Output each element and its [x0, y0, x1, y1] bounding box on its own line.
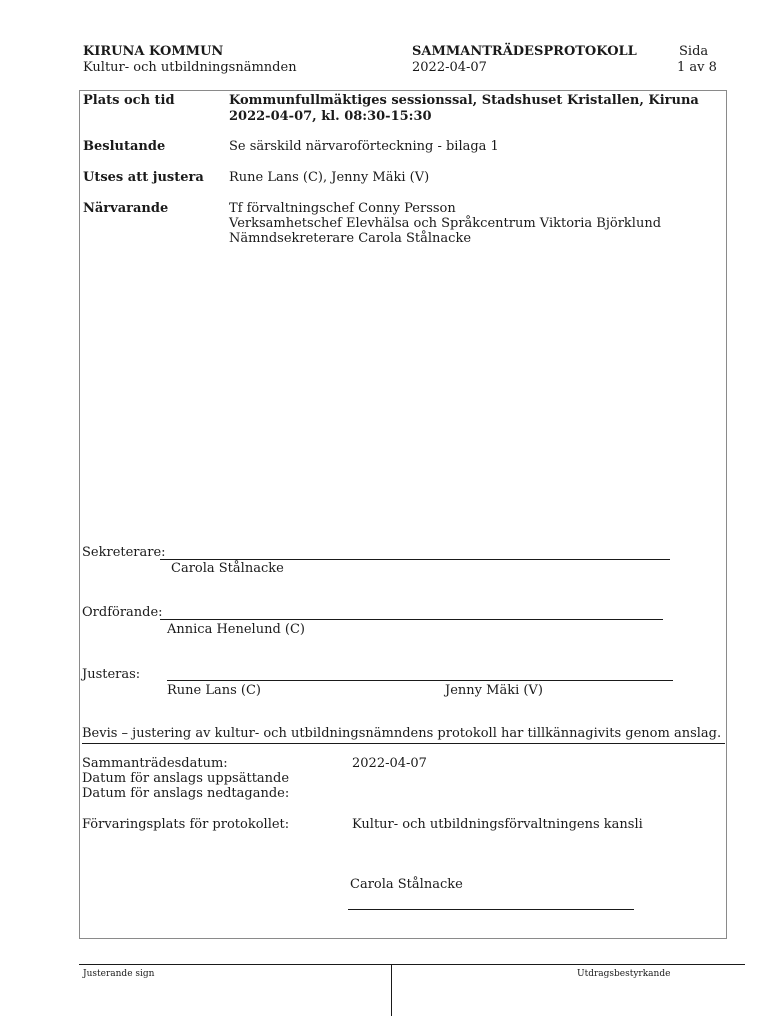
sammantradesdatum-label: Sammanträdesdatum: — [82, 756, 228, 771]
justeras-name: Rune Lans (C) — [167, 683, 262, 698]
footer-left-label: Justerande sign — [83, 969, 155, 979]
plats-label: Plats och tid — [83, 93, 175, 108]
bevis-statement: Bevis – justering av kultur- och utbildningsnämndens protokoll har tillkännagivits genom anslag. — [82, 726, 722, 741]
document-type: SAMMANTRÄDESPROTOKOLL — [412, 44, 637, 59]
narvarande-line: Verksamhetschef Elevhälsa och Språkcentrum Viktoria Björklund — [229, 216, 662, 231]
org-name: KIRUNA KOMMUN — [83, 44, 224, 59]
footer-right-label: Utdragsbestyrkande — [577, 969, 671, 979]
justeras-signature-line — [167, 680, 673, 681]
ordforande-label: Ordförande: — [82, 605, 163, 620]
sekreterare-label: Sekreterare: — [82, 545, 166, 560]
footer-divider — [79, 964, 745, 965]
nedtagande-label: Datum för anslags nedtagande: — [82, 786, 290, 801]
ordforande-name: Annica Henelund (C) — [167, 622, 305, 637]
plats-value-line-1: Kommunfullmäktiges sessionssal, Stadshuset Kristallen, Kiruna — [229, 93, 699, 108]
footer-column-divider — [391, 964, 392, 1016]
sekreterare-name: Carola Stålnacke — [171, 561, 284, 576]
page-number: 1 av 8 — [677, 60, 717, 75]
justeras-label: Justeras: — [82, 667, 141, 682]
narvarande-line: Nämndsekreterare Carola Stålnacke — [229, 231, 472, 246]
plats-value-line-2: 2022-04-07, kl. 08:30-15:30 — [229, 109, 432, 124]
forvaringsplats-label: Förvaringsplats för protokollet: — [82, 817, 290, 832]
meeting-date: 2022-04-07 — [412, 60, 487, 75]
uppsattande-label: Datum för anslags uppsättande — [82, 771, 290, 786]
narvarande-label: Närvarande — [83, 201, 169, 216]
page-label: Sida — [679, 44, 709, 59]
justeras-name: Jenny Mäki (V) — [445, 683, 543, 698]
narvarande-line: Tf förvaltningschef Conny Persson — [229, 201, 456, 216]
utses-value: Rune Lans (C), Jenny Mäki (V) — [229, 170, 430, 185]
sammantradesdatum-value: 2022-04-07 — [352, 756, 427, 771]
bevis-divider — [82, 743, 725, 744]
forvaringsplats-value: Kultur- och utbildningsförvaltningens kansli — [352, 817, 643, 832]
beslutande-value: Se särskild närvaroförteckning - bilaga 1 — [229, 139, 499, 154]
beslutande-label: Beslutande — [83, 139, 166, 154]
board-name: Kultur- och utbildningsnämnden — [83, 60, 297, 75]
sekreterare-signature-line — [160, 559, 670, 560]
signer-signature-line — [348, 909, 634, 910]
utses-label: Utses att justera — [83, 170, 204, 185]
signer-name: Carola Stålnacke — [350, 877, 463, 892]
ordforande-signature-line — [160, 619, 663, 620]
